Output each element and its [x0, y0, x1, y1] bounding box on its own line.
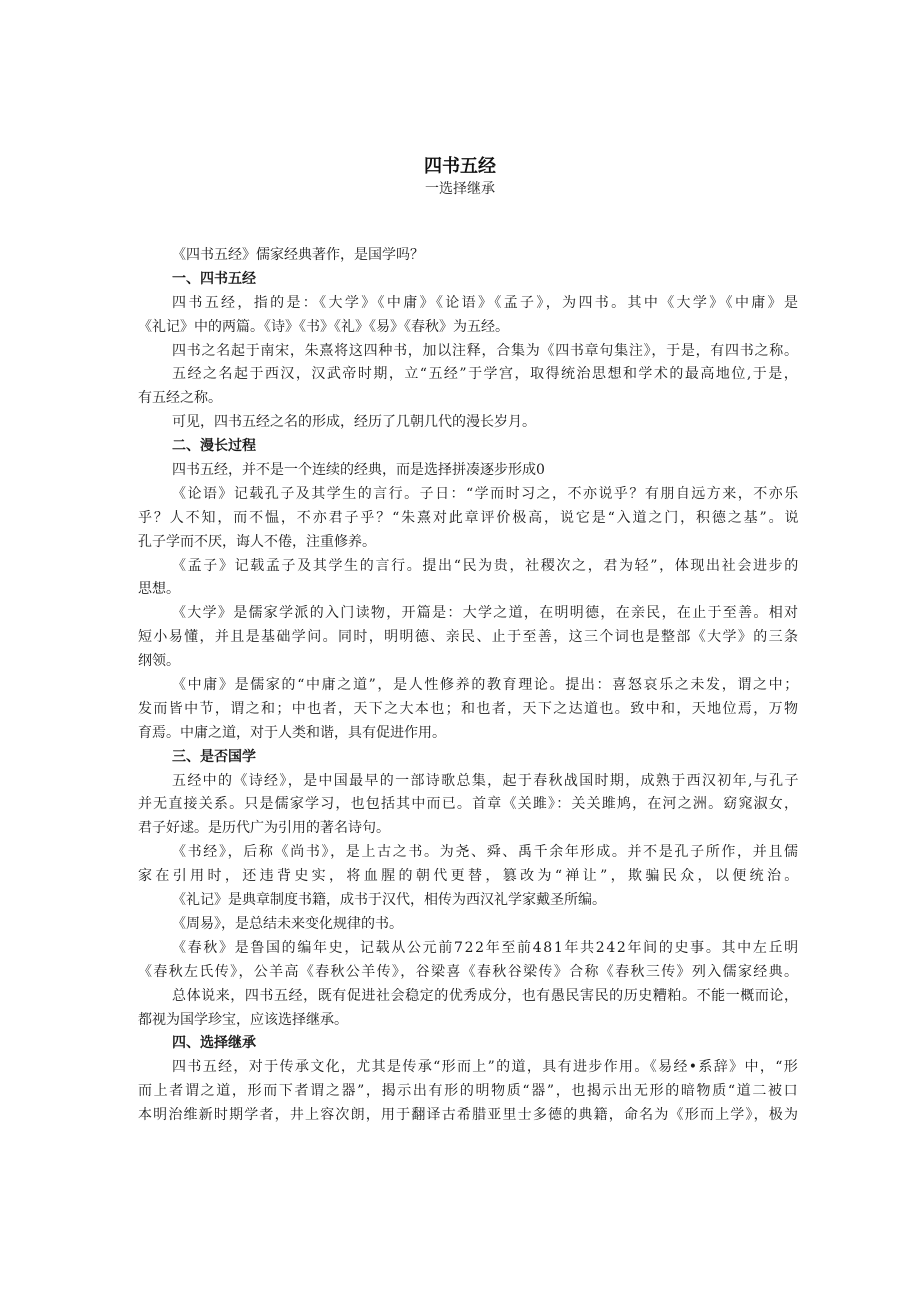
text-line [138, 1056, 798, 1080]
text-line [138, 340, 798, 364]
text-line-content: 四书之名起于南宋，朱熹将这四种书，加以注释，合集为《四书章句集注》，于是，有四书之称。 [172, 342, 799, 359]
text-line [138, 531, 798, 555]
document-title: 四书五经 [424, 156, 496, 177]
text-line [138, 937, 798, 961]
section-heading [138, 435, 798, 459]
document-subtitle: 一选择继承 [425, 181, 495, 197]
text-line-content: 《周易》，是总结未来变化规律的书。 [172, 915, 403, 932]
text-line [138, 316, 798, 340]
text-line-content: 思想。 [138, 581, 180, 598]
text-line-content: 本明治维新时期学者，井上容次朗，用于翻译古希腊亚里士多德的典籍，命名为《形而上学》，极为 [138, 1107, 800, 1124]
text-line-content: 《论语》记载孔子及其学生的言行。子日：“学而时习之，不亦说乎？有朋自远方来，不亦乐 [172, 485, 800, 502]
text-line [138, 244, 798, 268]
text-line [138, 722, 798, 746]
text-line-content: 君子好逑。是历代广为引用的著名诗句。 [138, 820, 390, 837]
section-heading-text: 四、选择继承 [172, 1035, 256, 1052]
text-line [138, 459, 798, 483]
text-line-content: 五经之名起于西汉，汉武帝时期，立“五经”于学宫，取得统治思想和学术的最高地位,于是， [172, 366, 800, 383]
text-line-content: 四书五经，指的是：《大学》《中庸》《论语》《孟子》，为四书。其中《大学》《中庸》是 [172, 294, 801, 311]
text-line-content: 《春秋左氏传》，公羊高《春秋公羊传》，谷梁喜《春秋谷梁传》合称《春秋三传》列入儒家经典。 [138, 963, 800, 980]
text-line-content: 纲领。 [138, 653, 180, 670]
text-line-content: 《礼记》中的两篇。《诗》《书》《礼》《易》《春秋》为五经。 [138, 318, 509, 335]
text-line-content: 《中庸》是儒家的“中庸之道”，是人性修养的教育理论。提出：喜怒哀乐之未发，谓之中； [172, 677, 800, 694]
text-line-content: 《四书五经》儒家经典著作，是国学吗？ [172, 247, 424, 263]
text-line [138, 363, 798, 387]
text-line [138, 292, 801, 316]
document-body [138, 244, 802, 1128]
text-line-content: 都视为国学珍宝，应该选择继承。 [138, 1011, 348, 1028]
text-line-content: 孔子学而不厌，诲人不倦，注重修养。 [138, 533, 376, 550]
text-line-content: 总体说来，四书五经，既有促进社会稳定的优秀成分，也有愚民害民的历史糟粕。不能一概而论， [172, 987, 799, 1004]
text-line-content: 四书五经，并不是一个连续的经典，而是选择拼凑逐步形成0 [172, 462, 545, 479]
text-line-content: 乎？人不知，而不愠，不亦君子乎？“朱熹对此章评价极高，说它是“入道之门，积德之基”。说 [138, 509, 801, 526]
text-line-content: 四书五经，对于传承文化，尤其是传承“形而上”的道，具有进步作用。《易经•系辞》中，“形 [172, 1059, 800, 1076]
section-heading [138, 1032, 798, 1056]
text-line [138, 387, 798, 411]
text-line-content: 有五经之称。 [138, 390, 222, 407]
text-line [138, 602, 798, 626]
section-heading-text: 二、漫长过程 [172, 438, 256, 455]
text-line [138, 841, 798, 865]
text-line-content: 短小易懂，并且是基础学问。同时，明明德、亲民、止于至善，这三个词也是整部《大学》的三条 [138, 629, 800, 646]
text-line [138, 626, 798, 650]
text-line-content: 发而皆中节，谓之和；中也者，天下之大本也；和也者，天下之达道也。致中和，天地位焉，万物 [138, 700, 800, 717]
text-line [138, 698, 798, 722]
text-line [138, 793, 798, 817]
text-line [138, 770, 798, 794]
text-line [138, 913, 798, 937]
text-line [138, 1009, 798, 1033]
text-line [138, 411, 798, 435]
text-line-content: 《大学》是儒家学派的入门读物，开篇是：大学之道，在明明德，在亲民，在止于至善。相对 [172, 605, 800, 622]
text-line-content: 《春秋》是鲁国的编年史，记载从公元前722年至前481年共242年间的史事。其中左丘明 [172, 939, 800, 956]
text-line [138, 555, 798, 579]
text-line-content: 并无直接关系。只是儒家学习，也包括其中而已。首章《关雎》：关关雎鸠，在河之洲。窈窕淑女， [138, 796, 800, 813]
text-line [138, 817, 798, 841]
text-line-content: 育焉。中庸之道，对于人类和谐，具有促进作用。 [138, 724, 446, 741]
text-line-content: 而上者谓之道，形而下者谓之器”，揭示出有形的明物质“器”，也揭示出无形的暗物质“道二被口 [138, 1083, 800, 1100]
text-line [138, 961, 798, 985]
text-line-content: 五经中的《诗经》，是中国最早的一部诗歌总集，起于春秋战国时期，成熟于西汉初年,与孔子 [172, 772, 800, 789]
text-line-content: 《礼记》是典章制度书籍，成书于汉代，相传为西汉礼学家戴圣所编。 [172, 892, 606, 909]
section-heading-text: 一、四书五经 [172, 270, 256, 287]
text-line [138, 674, 798, 698]
text-line-content: 《书经》，后称《尚书》，是上古之书。为尧、舜、禹千余年形成。并不是孔子所作，并且儒 [172, 844, 800, 861]
text-line [138, 507, 801, 531]
text-line-content: 《孟子》记载孟子及其学生的言行。提出“民为贵，社稷次之，君为轻”，体现出社会进步的 [172, 557, 800, 574]
text-line [138, 650, 798, 674]
text-line [138, 865, 802, 889]
text-line [138, 1104, 798, 1128]
text-line [138, 578, 798, 602]
text-line [138, 1080, 798, 1104]
text-line-content: 可见，四书五经之名的形成，经历了几朝几代的漫长岁月。 [172, 414, 536, 431]
text-line [138, 889, 798, 913]
text-line [138, 483, 798, 507]
section-heading [138, 746, 798, 770]
section-heading-text: 三、是否国学 [172, 748, 256, 765]
text-line-content: 家在引用时，还违背史实，将血腥的朝代更替，篡改为“禅让”，欺骗民众，以便统治。 [138, 868, 802, 885]
section-heading [138, 268, 798, 292]
text-line [138, 985, 798, 1009]
